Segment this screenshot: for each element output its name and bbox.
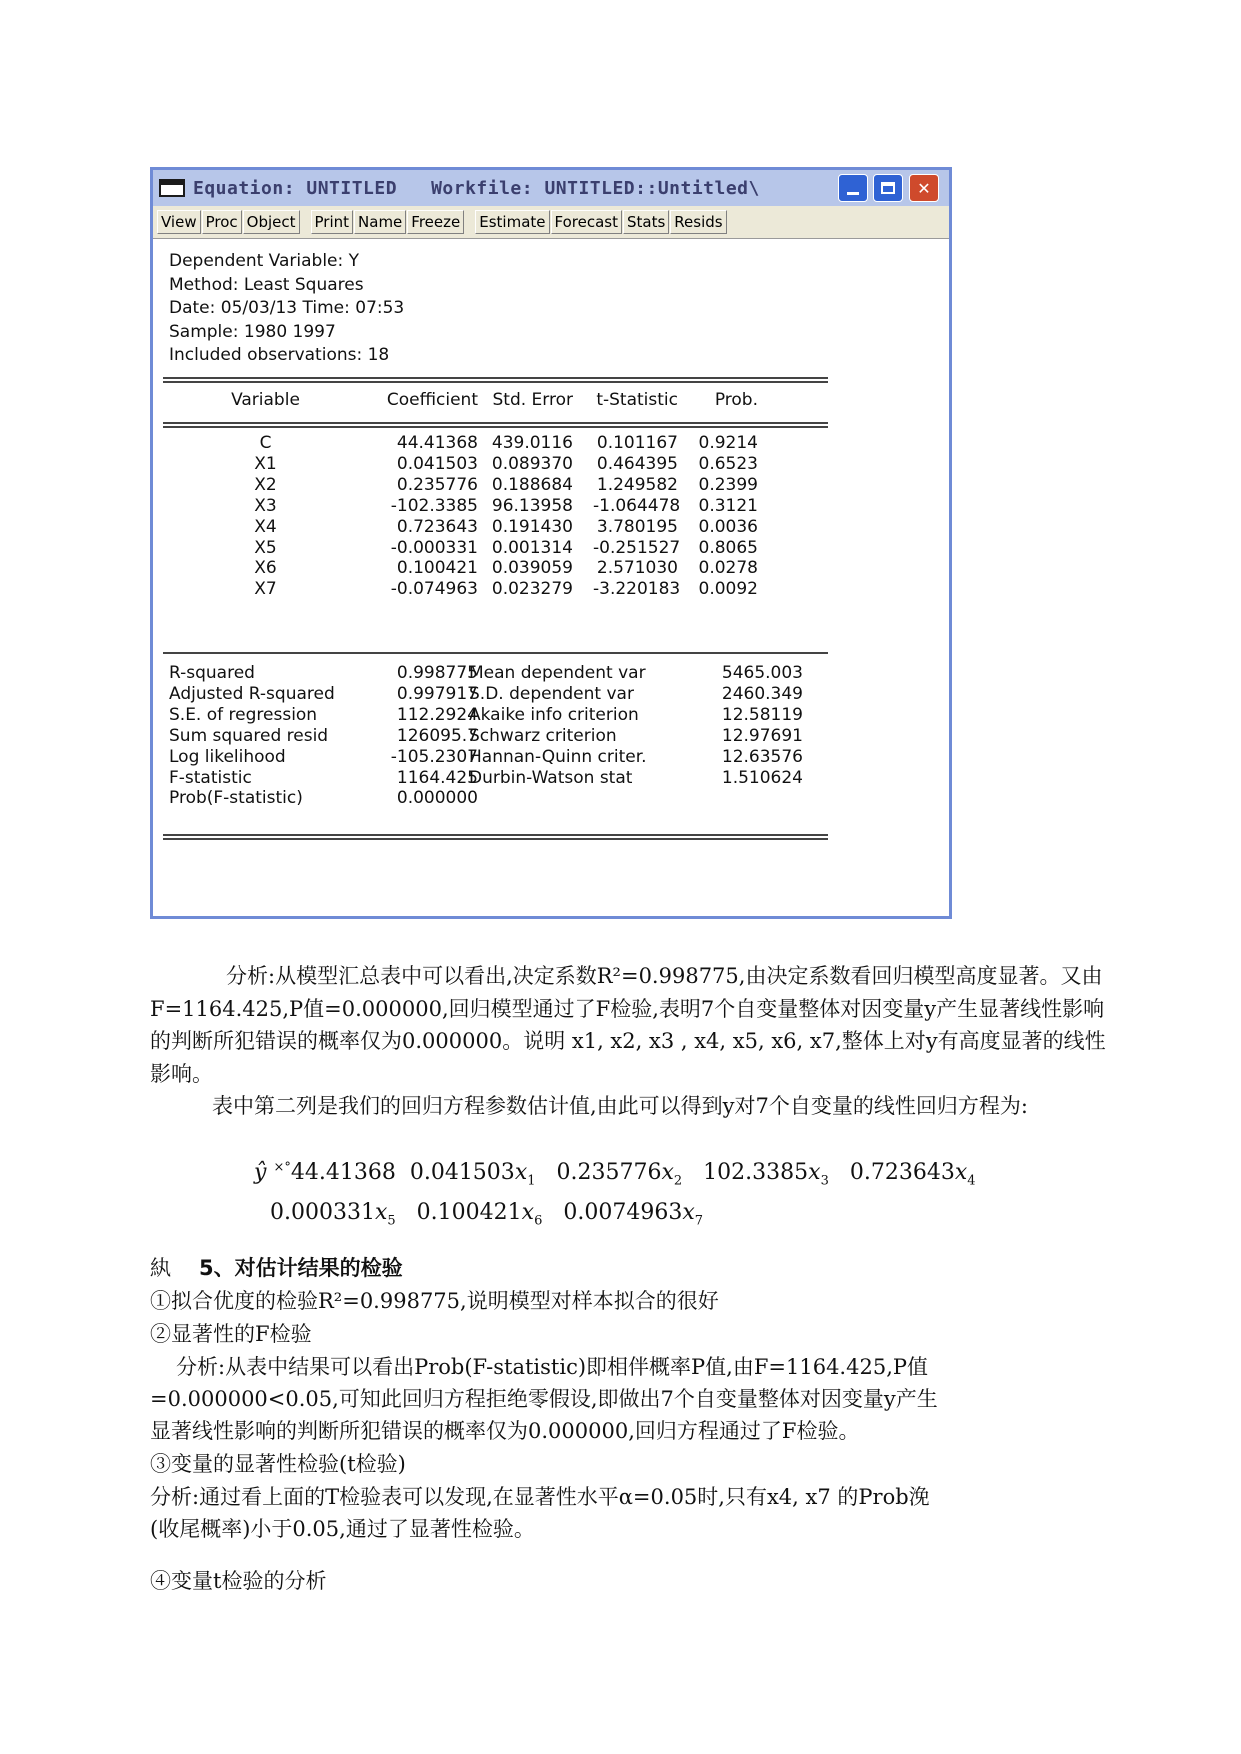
table-cell: 0.023279 <box>491 579 573 600</box>
toolbar-resids-button[interactable]: Resids <box>670 210 726 234</box>
header-line: Dependent Variable: Y <box>169 251 360 271</box>
check-item-2: ②显著性的F检验 <box>150 1322 312 1346</box>
stat-label: Log likelihood <box>169 746 286 767</box>
table-cell: 0.0092 <box>698 579 758 600</box>
table-cell: 1.249582 <box>596 474 678 495</box>
table-cell: -3.220183 <box>593 579 681 600</box>
table-cell: 0.9214 <box>698 433 758 453</box>
equation-intro: 表中第二列是我们的回归方程参数估计值,由此可以得到y对7个自变量的线性回归方程为: <box>212 1094 1028 1118</box>
stat-label: Hannan-Quinn criter. <box>469 746 647 767</box>
variable-name: X3 <box>254 495 277 516</box>
column-header: t-Statistic <box>596 390 678 410</box>
header-line: Date: 05/03/13 Time: 07:53 <box>169 298 405 318</box>
table-cell: 0.3121 <box>698 495 758 516</box>
regression-equation-line1: ŷ ×°44.41368 $0.041503x_1$ $0.235776x_2$ $102.3385x_3$ $0.723643x_4$ <box>254 1160 976 1189</box>
table-cell: 0.188684 <box>491 474 573 495</box>
toolbar-stats-button[interactable]: Stats <box>623 210 669 234</box>
stat-value: 5465.003 <box>721 663 803 683</box>
eq-coef: 44.41368 <box>290 1160 396 1185</box>
stat-value: 112.2924 <box>396 704 478 725</box>
minimize-icon <box>847 192 859 195</box>
toolbar-object-button[interactable]: Object <box>243 210 300 234</box>
table-cell: -0.251527 <box>593 537 681 558</box>
stat-label: Durbin-Watson stat <box>469 767 633 788</box>
stat-label: Sum squared resid <box>169 725 329 746</box>
stat-value: 1164.425 <box>396 767 478 788</box>
eq-coef: 0.100421 <box>416 1200 522 1225</box>
eq-coef: 0.041503 <box>409 1160 515 1185</box>
window-toolbar <box>153 206 949 239</box>
stat-label: Schwarz criterion <box>469 725 617 746</box>
stat-value: 1.510624 <box>721 767 803 788</box>
estimation-output <box>153 240 949 916</box>
table-cell: 0.8065 <box>698 537 758 558</box>
section-heading <box>150 1252 403 1282</box>
toolbar-freeze-button[interactable]: Freeze <box>407 210 464 234</box>
table-cell: 0.039059 <box>491 558 573 579</box>
toolbar-name-button[interactable]: Name <box>354 210 406 234</box>
table-cell: 0.6523 <box>698 453 758 474</box>
stat-value: 0.000000 <box>396 788 478 809</box>
maximize-icon <box>881 182 895 194</box>
close-icon: ✕ <box>917 178 931 198</box>
toolbar-print-button[interactable]: Print <box>311 210 354 234</box>
table-cell: 0.191430 <box>491 516 573 537</box>
column-header: Coefficient <box>386 390 478 410</box>
toolbar-forecast-button[interactable]: Forecast <box>551 210 622 234</box>
table-cell: -0.000331 <box>390 537 478 558</box>
stat-label: Prob(F-statistic) <box>169 788 303 809</box>
divider <box>163 377 828 383</box>
stat-value: 12.58119 <box>721 704 803 725</box>
table-cell: 0.001314 <box>491 537 573 558</box>
header-line: Included observations: 18 <box>169 345 390 365</box>
variable-name: X6 <box>254 558 277 579</box>
variable-name: X2 <box>254 474 277 495</box>
divider <box>163 652 828 654</box>
check-item-1: ①拟合优度的检验R²=0.998775,说明模型对样本拟合的很好 <box>150 1289 719 1313</box>
header-line: Method: Least Squares <box>169 274 364 295</box>
table-cell: 44.41368 <box>396 433 478 453</box>
eq-coef: 0.235776 <box>556 1160 662 1185</box>
stat-label: F-statistic <box>169 767 252 788</box>
eq-coef: 0.000331 <box>270 1200 375 1225</box>
maximize-button[interactable] <box>873 174 903 202</box>
table-cell: 2.571030 <box>596 558 678 579</box>
regression-equation-line2: $0.000331x_5$ $0.100421x_6$ $0.0074963x_7$ <box>270 1200 704 1229</box>
table-cell: 0.723643 <box>396 516 478 537</box>
toolbar-proc-button[interactable]: Proc <box>202 210 242 234</box>
stat-value: 0.998775 <box>396 663 478 683</box>
stat-label: Akaike info criterion <box>469 704 639 725</box>
column-header: Variable <box>231 390 300 410</box>
analysis-paragraph: 分析:从模型汇总表中可以看出,决定系数R²=0.998775,由决定系数看回归模型高度显著。又由F=1164.425,P值=0.000000,回归模型通过了F检验,表明7个自变量整体对因变量y产生显著线性影响的判断所犯错误的概率仅为0.000000。说明 x1, x2, x3 , x4, x5, x6, x7,整体上对y有高度显著的线性影响。 <box>150 964 1106 1086</box>
table-cell: -1.064478 <box>593 495 681 516</box>
stat-label: R-squared <box>169 663 255 683</box>
stat-value: 126095.7 <box>396 725 478 746</box>
table-cell: 439.0116 <box>491 433 573 453</box>
eq-coef: 102.3385 <box>703 1160 809 1185</box>
divider <box>163 422 828 428</box>
table-cell: -102.3385 <box>390 495 478 516</box>
window-titlebar[interactable] <box>153 170 949 206</box>
item3-text: (收尾概率)小于0.05,通过了显著性检验。 <box>150 1517 535 1541</box>
variable-name: X5 <box>254 537 277 558</box>
check-item-3: ③变量的显著性检验(t检验) <box>150 1452 406 1476</box>
divider <box>163 834 828 840</box>
close-button[interactable] <box>909 174 939 202</box>
stat-value: 0.997917 <box>396 683 478 704</box>
table-cell: -0.074963 <box>390 579 478 600</box>
section-title: 5、对估计结果的检验 <box>199 1256 403 1280</box>
stat-label: Adjusted R-squared <box>169 683 335 704</box>
variable-name: C <box>259 433 272 453</box>
item2-text: =0.000000<0.05,可知此回归方程拒绝零假设,即做出7个自变量整体对因变量y产生 <box>150 1387 938 1411</box>
table-cell: 0.041503 <box>396 453 478 474</box>
table-cell: 0.089370 <box>491 453 573 474</box>
section-prefix: 紈 <box>150 1256 171 1280</box>
table-cell: 0.100421 <box>396 558 478 579</box>
toolbar-view-button[interactable]: View <box>157 210 201 234</box>
item2-text: 分析:从表中结果可以看出Prob(F-statistic)即相伴概率P值,由F=1164.425,P值 <box>176 1355 928 1379</box>
variable-name: X4 <box>254 516 277 537</box>
window-title: Equation: UNTITLED Workfile: UNTITLED::Untitled\ <box>193 177 760 199</box>
stat-label: Mean dependent var <box>469 663 646 683</box>
equation-window <box>150 167 952 919</box>
table-cell: 0.0036 <box>698 516 758 537</box>
table-cell: 0.235776 <box>396 474 478 495</box>
table-cell: 0.0278 <box>698 558 758 579</box>
stat-value: 12.97691 <box>721 725 803 746</box>
variable-name: X1 <box>254 453 277 474</box>
check-item-4: ④变量t检验的分析 <box>150 1569 327 1593</box>
stat-label: S.D. dependent var <box>469 683 634 704</box>
window-icon <box>159 179 185 197</box>
stat-label: S.E. of regression <box>169 704 318 725</box>
variable-name: X7 <box>254 579 277 600</box>
item3-text: 分析:通过看上面的T检验表可以发现,在显著性水平α=0.05时,只有x4, x7 的Prob浼 <box>150 1485 930 1509</box>
column-header: Std. Error <box>492 390 573 410</box>
yhat-symbol: ŷ <box>254 1160 267 1185</box>
header-line: Sample: 1980 1997 <box>169 321 336 342</box>
stat-value: 12.63576 <box>721 746 803 767</box>
toolbar-estimate-button[interactable]: Estimate <box>475 210 549 234</box>
table-cell: 0.464395 <box>596 453 678 474</box>
table-cell: 3.780195 <box>596 516 678 537</box>
table-cell: 0.101167 <box>596 433 678 453</box>
item2-text: 显著线性影响的判断所犯错误的概率仅为0.000000,回归方程通过了F检验。 <box>150 1419 860 1443</box>
minimize-button[interactable] <box>838 174 868 202</box>
table-cell: 0.2399 <box>698 474 758 495</box>
table-cell: 96.13958 <box>491 495 573 516</box>
column-header: Prob. <box>714 390 758 410</box>
eq-coef: 0.0074963 <box>563 1200 683 1225</box>
stat-value: -105.2307 <box>390 746 478 767</box>
stat-value: 2460.349 <box>721 683 803 704</box>
output-header <box>169 250 404 368</box>
eq-coef: 0.723643 <box>849 1160 955 1185</box>
